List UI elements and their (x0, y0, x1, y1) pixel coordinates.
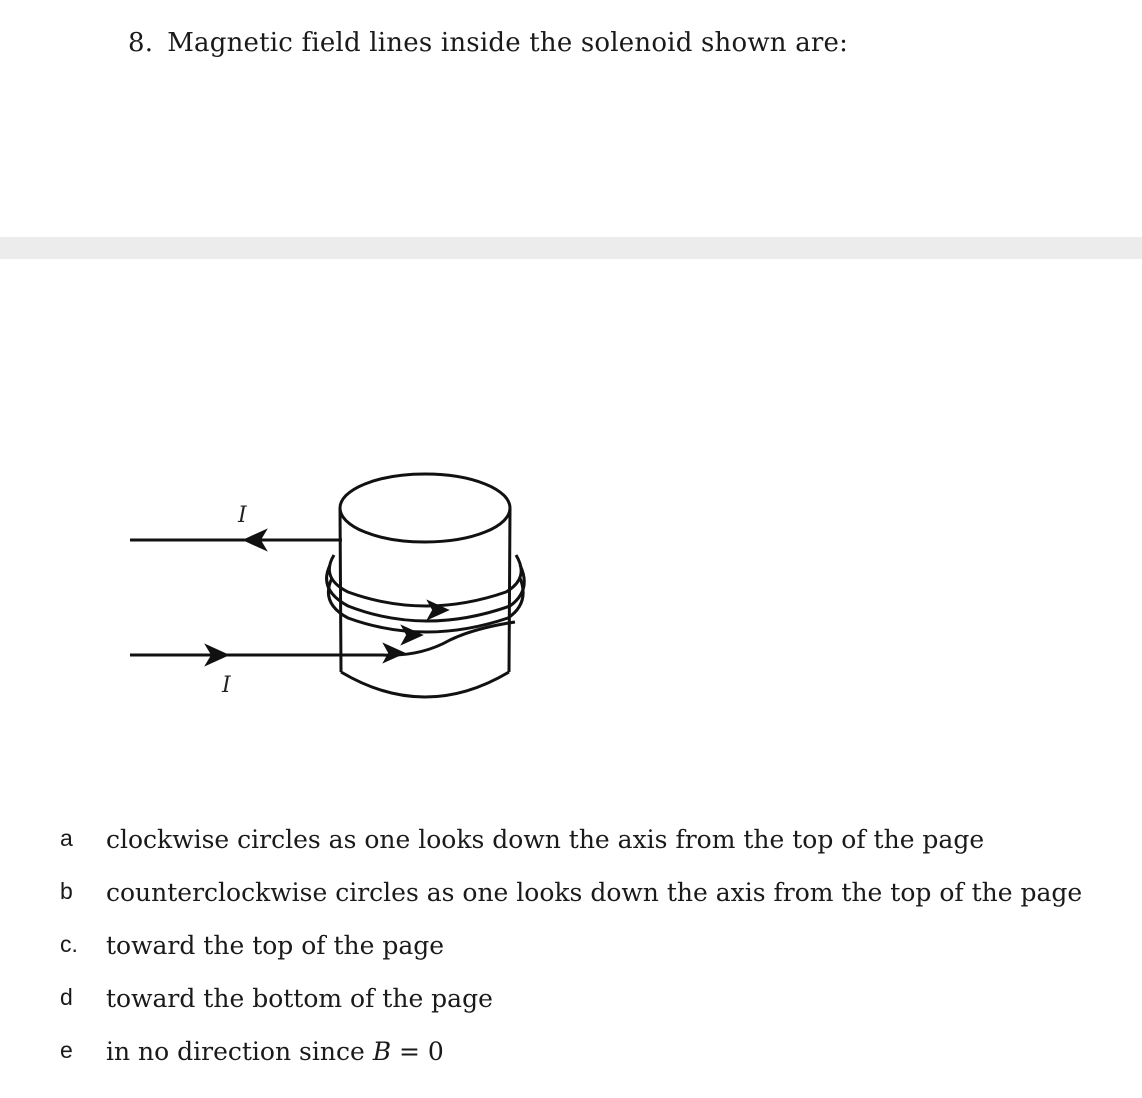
solenoid-figure (120, 460, 550, 730)
section-divider (0, 237, 1142, 259)
option-text: toward the bottom of the page (106, 984, 493, 1013)
cylinder-top (340, 474, 510, 542)
option-letter: d (60, 984, 73, 1010)
coil-loop-1 (329, 555, 521, 606)
answer-options (0, 825, 1142, 1090)
option-c[interactable] (0, 931, 1142, 984)
lower-wire-into-coil (341, 622, 515, 655)
coil-loop-2 (327, 565, 525, 621)
option-a[interactable] (0, 825, 1142, 878)
option-text-suffix: = 0 (391, 1037, 444, 1066)
coil-arrow-2 (402, 626, 422, 644)
option-text: counterclockwise circles as one looks down the axis from the top of the page (106, 878, 1083, 907)
cylinder-bottom (341, 672, 509, 697)
option-text: toward the top of the page (106, 931, 445, 960)
option-variable: B (372, 1037, 392, 1066)
question-heading (128, 28, 848, 58)
option-text-prefix: in no direction since (106, 1037, 373, 1066)
option-letter: e (60, 1037, 73, 1063)
option-text: clockwise circles as one looks down the axis from the top of the page (106, 825, 985, 854)
upper-current-label: I (238, 503, 247, 528)
option-letter: b (60, 878, 73, 904)
lower-current-label: I (222, 673, 231, 698)
option-text (106, 1037, 444, 1066)
coil-arrow-3 (384, 644, 404, 662)
option-letter: c. (60, 931, 78, 957)
option-b[interactable] (0, 878, 1142, 931)
cylinder-left-side (340, 508, 341, 672)
option-e[interactable] (0, 1037, 1142, 1090)
question-text: Magnetic field lines inside the solenoid shown are: (167, 28, 849, 58)
option-letter: a (60, 825, 73, 851)
solenoid-diagram (120, 460, 550, 730)
question-number: 8. (128, 28, 154, 58)
option-d[interactable] (0, 984, 1142, 1037)
